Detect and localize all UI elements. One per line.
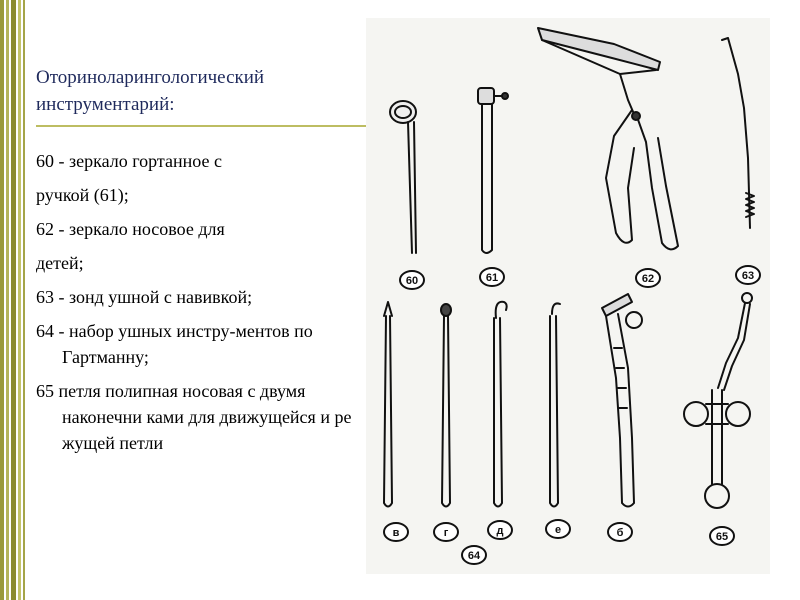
label-g: г bbox=[443, 527, 449, 539]
hartmann-instrument-e-drawing bbox=[550, 303, 560, 506]
nasal-speculum-drawing bbox=[538, 28, 678, 249]
label-v: в bbox=[392, 527, 400, 539]
mirror-handle-drawing bbox=[478, 88, 508, 253]
list-item: ручкой (61); bbox=[36, 185, 129, 205]
hartmann-instrument-b-drawing bbox=[602, 294, 642, 507]
hartmann-instrument-v-drawing bbox=[384, 302, 392, 507]
label-d: д bbox=[496, 525, 504, 537]
label-60: 60 bbox=[405, 275, 419, 287]
label-63: 63 bbox=[741, 270, 755, 282]
instrument-illustration bbox=[366, 18, 770, 574]
list-item: 65 петля полипная носовая с двумя наконечни ками для движущейся и ре жущей петли bbox=[36, 381, 352, 453]
polyp-snare-drawing bbox=[684, 293, 752, 508]
label-e: е bbox=[554, 524, 562, 536]
list-item: 63 - зонд ушной с навивкой; bbox=[36, 287, 253, 307]
label-65: 65 bbox=[715, 531, 729, 543]
label-64: 64 bbox=[467, 550, 481, 562]
label-b: б bbox=[616, 527, 624, 539]
list-item: 64 - набор ушных инстру-ментов по Гартманну; bbox=[36, 321, 313, 367]
laryngeal-mirror-drawing bbox=[390, 101, 416, 253]
title-divider bbox=[36, 125, 366, 127]
hartmann-instrument-g-drawing bbox=[441, 304, 451, 507]
slide-title: Оториноларингологический инструментарий: bbox=[36, 67, 265, 115]
list-item: 62 - зеркало носовое для bbox=[36, 219, 225, 239]
decorative-left-bar bbox=[0, 0, 26, 600]
list-item: 60 - зеркало гортанное с bbox=[36, 151, 222, 171]
label-61: 61 bbox=[485, 272, 499, 284]
list-item: детей; bbox=[36, 253, 84, 273]
label-62: 62 bbox=[641, 273, 655, 285]
hartmann-instrument-d-drawing bbox=[494, 302, 507, 507]
instrument-list bbox=[36, 144, 366, 460]
ear-probe-drawing bbox=[722, 38, 754, 228]
